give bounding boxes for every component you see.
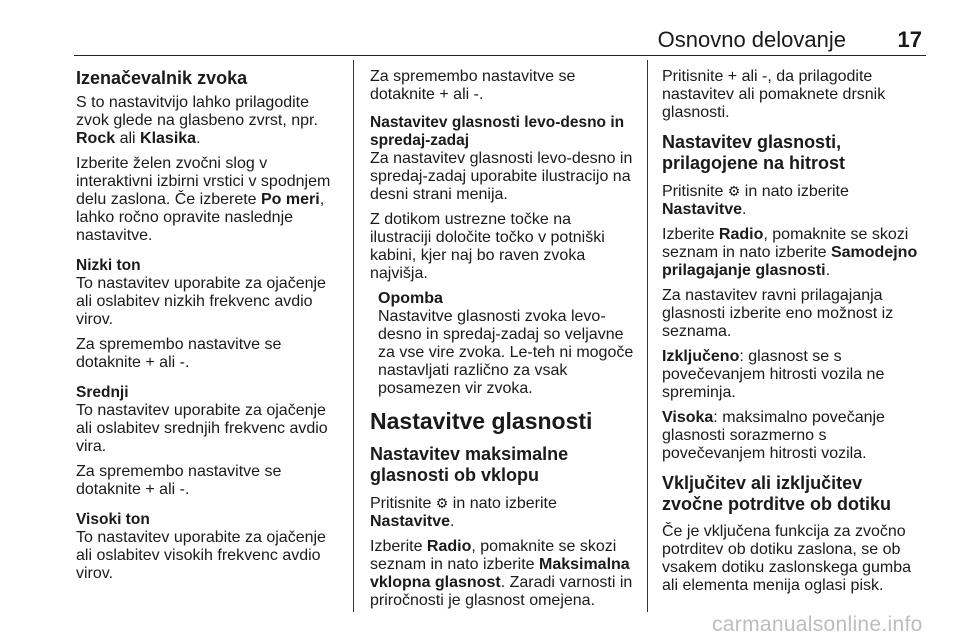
paragraph: To nastavitev uporabite za ojačenje ali oslabitev visokih frekvenc avdio virov. xyxy=(76,529,326,582)
paragraph: Izberite Radio, pomaknite se skozi seznam in nato izberite Maksimalna vklopna glasnost. Zaradi varnosti in priročnosti je glasnost omejena. xyxy=(370,538,633,609)
settings-icon: ⚙ xyxy=(435,495,449,511)
paragraph: Pritisnite ⚙ in nato izberite Nastavitve. xyxy=(662,183,849,218)
paragraph: Z dotikom ustrezne točke na ilustraciji določite točko v potniški kabini, kjer naj bo raven zvoka najvišja. xyxy=(370,211,605,282)
paragraph: Pritisnite + ali -, da prilagodite nastavitev ali pomaknete drsnik glasnosti. xyxy=(662,68,886,121)
settings-icon: ⚙ xyxy=(727,183,741,199)
note-block xyxy=(378,290,635,398)
option-off: Izključeno: glasnost se s povečevanjem hitrosti vozila ne spreminja. xyxy=(662,348,885,401)
note-title: Opomba xyxy=(378,290,443,307)
chapter-title: Osnovno delovanje xyxy=(657,27,846,52)
page-number: 17 xyxy=(897,27,922,52)
note-text: Nastavitve glasnosti zvoka levo-desno in spredaj-zadaj so veljavne za vse vire zvoka. Le-teh ni mogoče nastavljati različno za vsak posamezen vir zvoka. xyxy=(378,308,634,397)
section-title-speed-volume: Nastavitev glasnosti, prilagojene na hitrost xyxy=(662,132,846,173)
column-divider xyxy=(647,60,648,612)
term-treble: Visoki ton xyxy=(76,511,150,528)
paragraph: Za spremembo nastavitve se dotaknite + ali -. xyxy=(76,463,282,498)
watermark: carmanualsonline.info xyxy=(712,613,923,636)
column-middle xyxy=(370,60,635,610)
paragraph: To nastavitev uporabite za ojačenje ali oslabitev nizkih frekvenc avdio virov. xyxy=(76,275,326,328)
paragraph: Izberite Radio, pomaknite se skozi seznam in nato izberite Samodejno prilagajanje glasnosti. xyxy=(662,226,918,279)
paragraph: Za nastavitev ravni prilagajanja glasnosti izberite eno možnost iz seznama. xyxy=(662,287,894,340)
paragraph: Izberite želen zvočni slog v interaktivni izbirni vrstici v spodnjem delu zaslona. Če izberete Po meri, lahko ročno opravite naslednje nastavitve. xyxy=(76,155,331,244)
paragraph: To nastavitev uporabite za ojačenje ali oslabitev srednjih frekvenc avdio vira. xyxy=(76,402,328,455)
term-bass: Nizki ton xyxy=(76,257,141,274)
section-title-touch-sound: Vključitev ali izključitev zvočne potrditve ob dotiku xyxy=(662,473,892,514)
option-high: Visoka: maksimalno povečanje glasnosti sorazmerno s povečevanjem hitrosti vozila. xyxy=(662,409,885,462)
section-title-equalizer: Izenačevalnik zvoka xyxy=(76,68,248,88)
paragraph: S to nastavitvijo lahko prilagodite zvok glede na glasbeno zvrst, npr. Rock ali Klasika. xyxy=(76,94,318,147)
term-fader: Nastavitev glasnosti levo-desno in spredaj-zadaj xyxy=(370,114,625,149)
paragraph: Če je vključena funkcija za zvočno potrditev ob dotiku zaslona, se ob vsakem dotiku zaslonskega gumba ali elementa menija oglasi pisk. xyxy=(662,523,912,594)
page-header xyxy=(74,27,926,56)
paragraph: Pritisnite ⚙ in nato izberite Nastavitve. xyxy=(370,495,557,530)
column-right xyxy=(662,60,927,610)
column-left xyxy=(76,60,338,610)
column-divider xyxy=(353,60,354,612)
section-title-max-volume: Nastavitev maksimalne glasnosti ob vklopu xyxy=(370,444,569,485)
paragraph: Za spremembo nastavitve se dotaknite + ali -. xyxy=(370,68,576,103)
paragraph: Za nastavitev glasnosti levo-desno in spredaj-zadaj uporabite ilustracijo na desni strani menija. xyxy=(370,150,633,203)
term-mid: Srednji xyxy=(76,384,129,401)
chapter-heading-volume: Nastavitve glasnosti xyxy=(370,408,593,434)
paragraph: Za spremembo nastavitve se dotaknite + ali -. xyxy=(76,336,282,371)
